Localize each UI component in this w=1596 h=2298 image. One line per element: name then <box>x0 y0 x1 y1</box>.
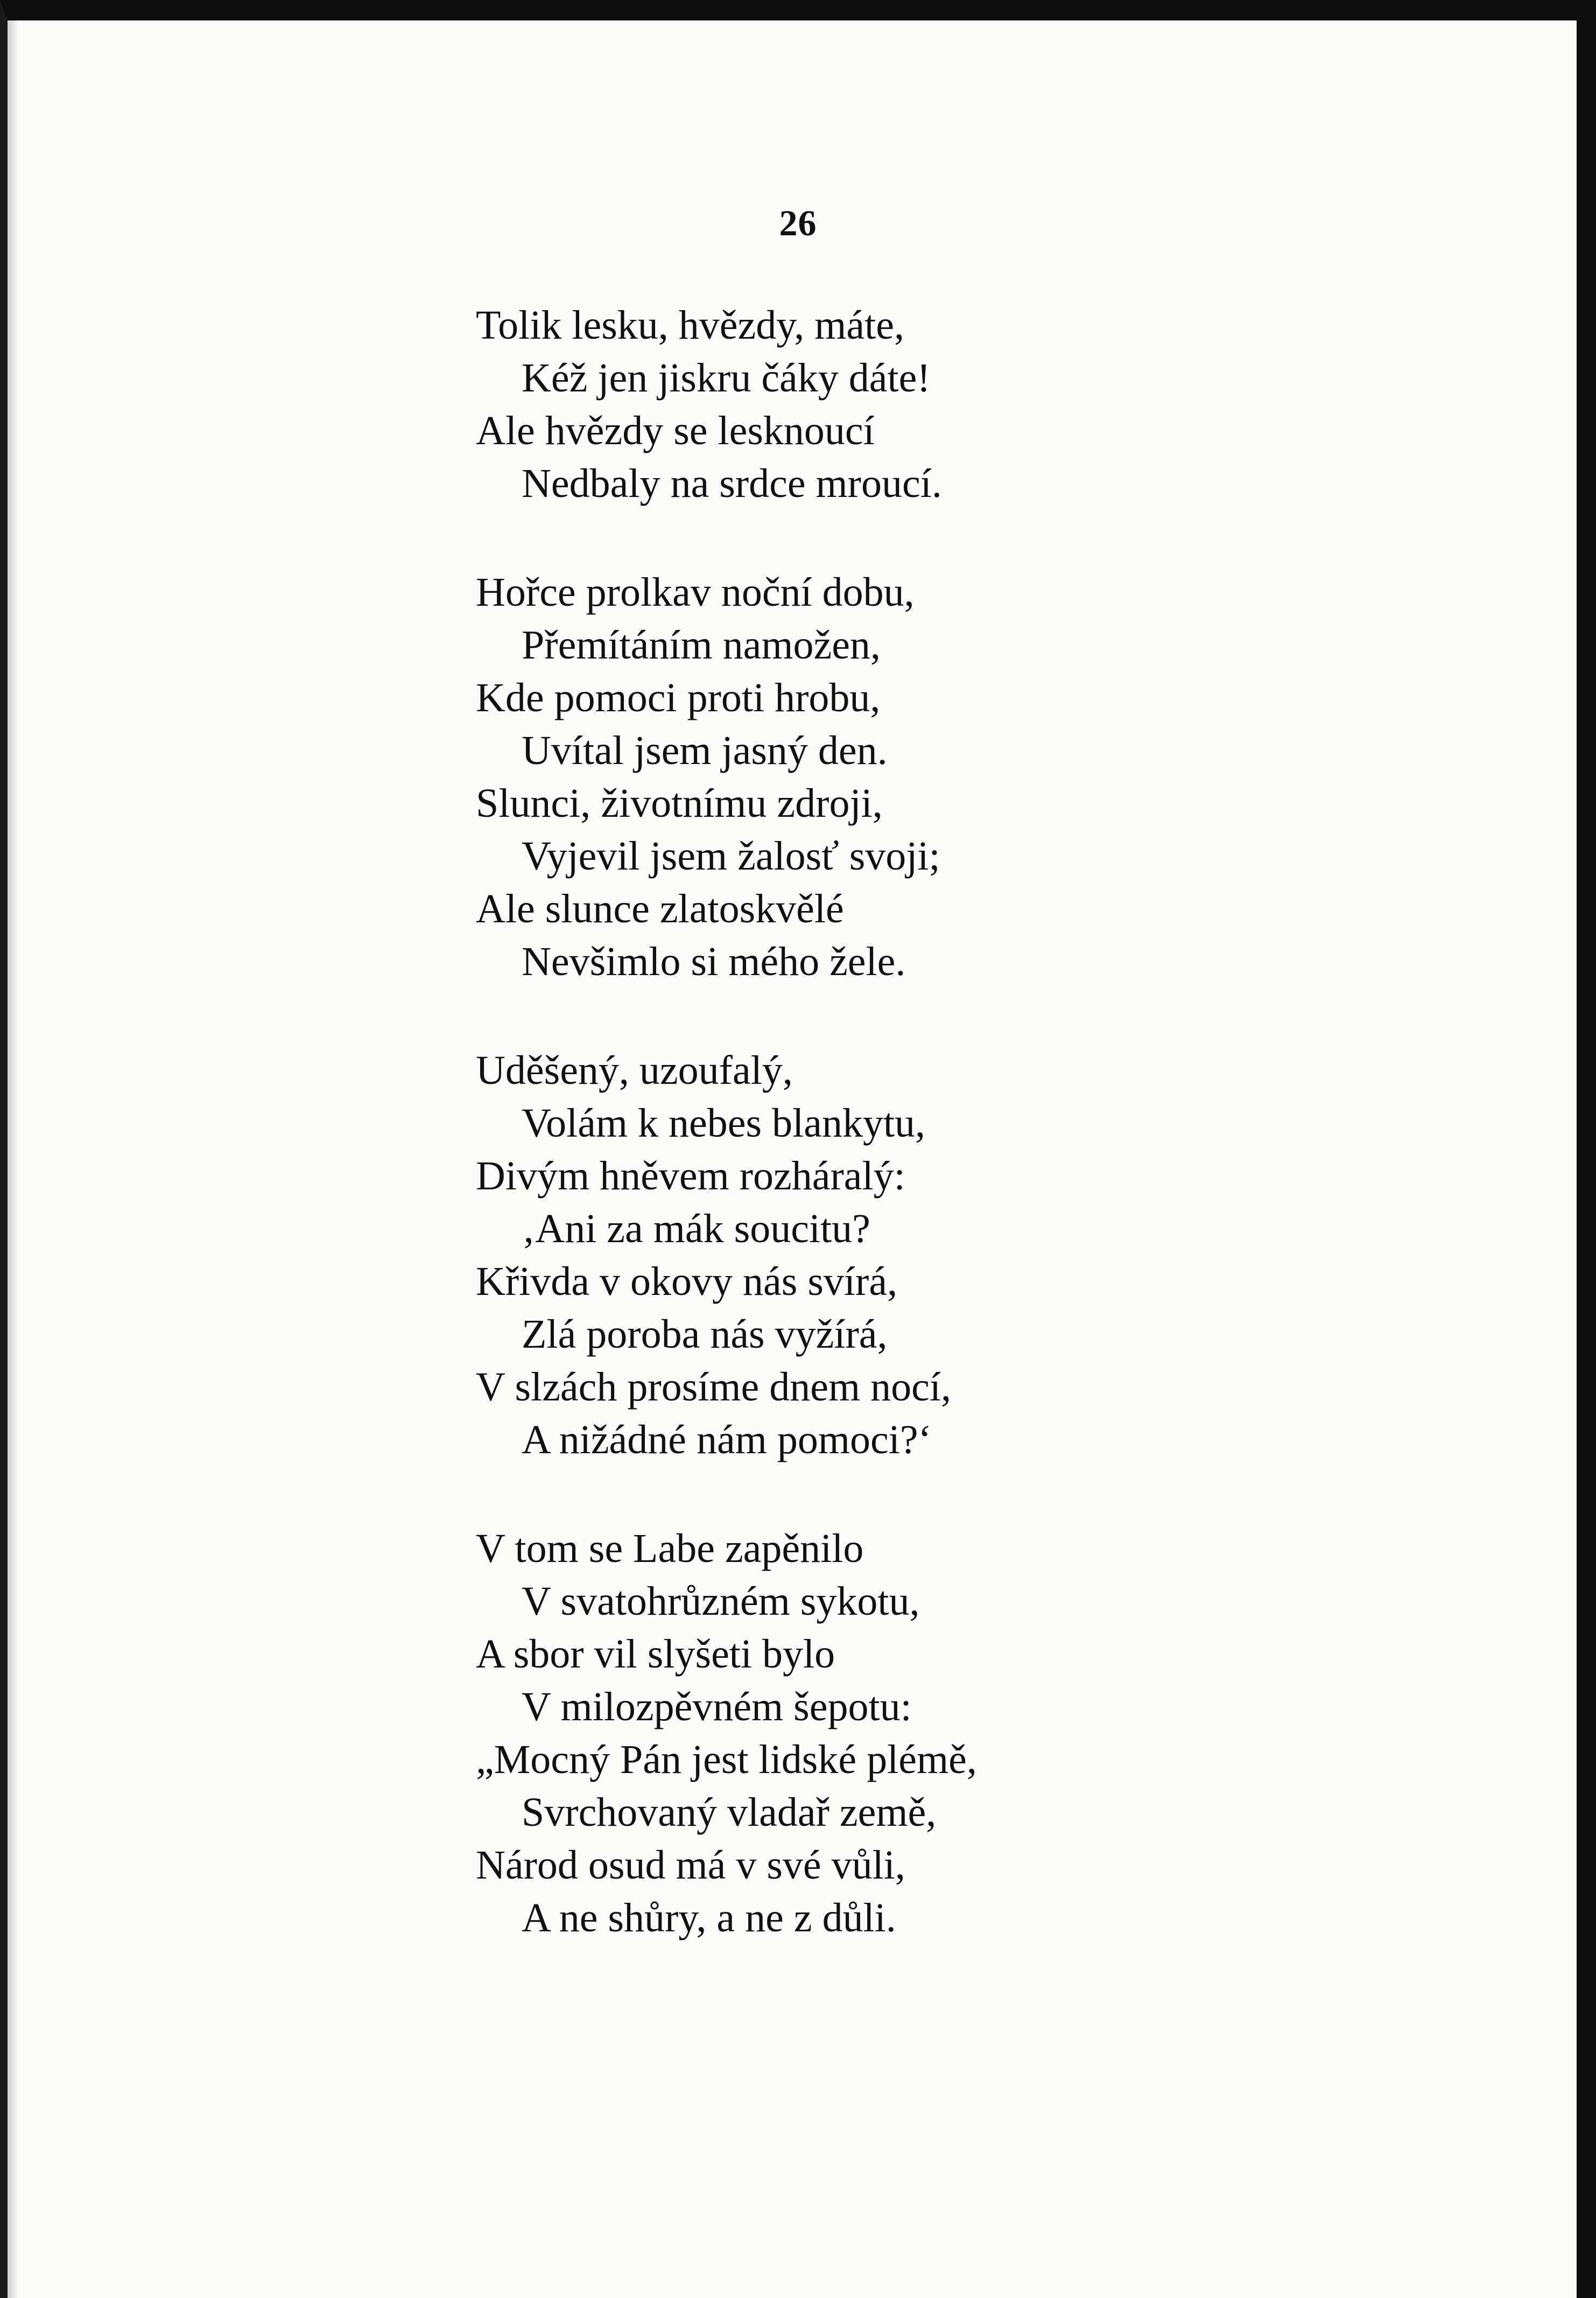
poem-line: Kde pomoci proti hrobu, <box>476 675 881 720</box>
poem-line: Přemítáním namožen, <box>522 622 881 668</box>
poem-line: Křivda v okovy nás svírá, <box>476 1259 898 1304</box>
poem-line: Uvítal jsem jasný den. <box>522 728 888 773</box>
poem-line: V svatohrůzném sykotu, <box>522 1579 920 1624</box>
poem-line: ‚Ani za mák soucitu? <box>522 1206 870 1251</box>
poem-line: A nižádné nám pomoci?‘ <box>522 1417 932 1462</box>
poem-line: Národ osud má v své vůli, <box>476 1842 905 1888</box>
poem-line: Zlá poroba nás vyžírá, <box>522 1312 888 1357</box>
poem-line: Nedbaly na srdce mroucí. <box>522 461 942 506</box>
stanza <box>476 1044 1499 1466</box>
poem-line: Svrchovaný vladař země, <box>522 1790 937 1835</box>
page-edge-shadow <box>8 20 17 2298</box>
poem-line: V tom se Labe zapěnilo <box>476 1526 864 1571</box>
poem-line: Uděšený, uzoufalý, <box>476 1048 793 1093</box>
poem-line: „Mocný Pán jest lidské plémě, <box>476 1737 977 1782</box>
poem-line: V milozpěvném šepotu: <box>522 1684 912 1729</box>
poem-line: Slunci, životnímu zdroji, <box>476 781 883 826</box>
poem-line: Divým hněvem rozháralý: <box>476 1153 905 1199</box>
poem-line: Nevšimlo si mého žele. <box>522 939 906 984</box>
stanza <box>476 566 1499 988</box>
poem-line: Tolik lesku, hvězdy, máte, <box>476 303 904 348</box>
poem-line: Ale slunce zlatoskvělé <box>476 886 844 931</box>
stanza <box>476 299 1499 510</box>
poem-line: Hořce prolkav noční dobu, <box>476 570 915 615</box>
poem-line: Vyjevil jsem žalosť svoji; <box>522 833 940 879</box>
poem-line: A sbor vil slyšeti bylo <box>476 1631 835 1677</box>
poem-line: A ne shůry, a ne z důli. <box>522 1895 896 1940</box>
poem <box>476 299 1499 1944</box>
page-number: 26 <box>779 202 817 243</box>
poem-line: Ale hvězdy se lesknoucí <box>476 408 875 453</box>
poem-line: Volám k nebes blankytu, <box>522 1101 926 1146</box>
poem-line: Kéž jen jiskru čáky dáte! <box>522 355 931 401</box>
poem-line: V slzách prosíme dnem nocí, <box>476 1364 951 1410</box>
stanza <box>476 1522 1499 1944</box>
